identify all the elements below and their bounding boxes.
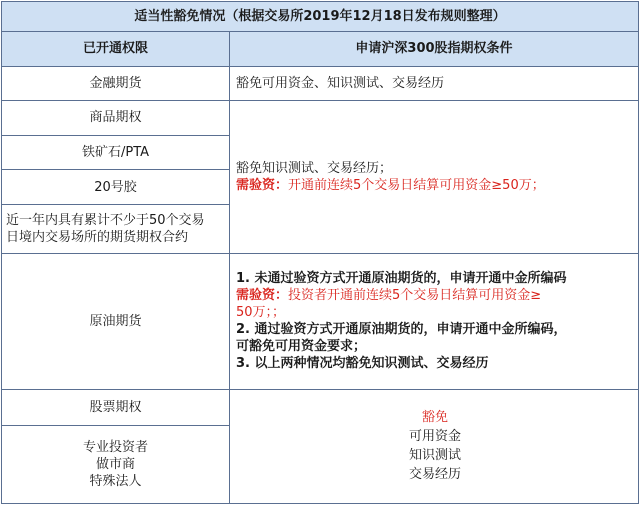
crude-item1-verify [236, 287, 634, 304]
condition-financial-futures: 豁免可用资金、知识测试、交易经历 [230, 67, 639, 101]
row-label-commodity-options: 商品期权 [2, 100, 230, 135]
exempt-line2: 知识测试 [408, 448, 461, 464]
row-label-professional [2, 426, 230, 504]
crude-item2b: 可豁免可用资金要求； [236, 339, 367, 355]
row-label-iron-ore-pta: 铁矿石/PTA [2, 135, 230, 170]
eligibility-table [1, 1, 639, 504]
past-year-line1: 近一年内具有累计不少于50个交易 [6, 212, 205, 228]
header-opened-permissions: 已开通权限 [2, 31, 230, 67]
condition-group-line1: 豁免知识测试、交易经历； [236, 160, 393, 176]
condition-exempt-block [230, 389, 639, 503]
condition-group-commodity [230, 100, 639, 253]
verify-capital-label: 需验资： [236, 177, 289, 193]
exempt-line1: 可用资金 [408, 429, 461, 445]
row-label-no20-rubber: 20号胶 [2, 170, 230, 205]
row-label-stock-options: 股票期权 [2, 389, 230, 426]
crude-item1-amount: 50万；； [236, 305, 286, 321]
table-row [2, 253, 639, 389]
table-title: 适当性豁免情况（根据交易所2019年12月18日发布规则整理） [2, 2, 639, 32]
exempt-line3: 交易经历 [408, 467, 461, 483]
table-header-row [2, 31, 639, 67]
crude-item2a: 2. 通过验资方式开通原油期货的，申请开通中金所编码， [236, 322, 567, 338]
header-application-conditions: 申请沪深300股指期权条件 [230, 31, 639, 67]
condition-crude-oil [230, 253, 639, 389]
row-label-financial-futures: 金融期货 [2, 67, 230, 101]
row-label-past-year-trades [2, 205, 230, 254]
crude-verify-label: 需验资： [236, 288, 289, 304]
table-row [2, 67, 639, 101]
verify-capital-text: 开通前连续5个交易日结算可用资金≥50万； [288, 177, 545, 193]
crude-item3: 3. 以上两种情况均豁免知识测试、交易经历 [236, 356, 489, 372]
condition-group-line2 [236, 177, 634, 194]
professional-line2: 做市商 [95, 457, 135, 473]
row-label-crude-oil: 原油期货 [2, 253, 230, 389]
professional-line1: 专业投资者 [82, 440, 148, 456]
professional-line3: 特殊法人 [89, 474, 142, 490]
crude-item1: 1. 未通过验资方式开通原油期货的，申请开通中金所编码 [236, 271, 567, 287]
table-title-row [2, 2, 639, 32]
table-row [2, 100, 639, 135]
exempt-block [236, 408, 634, 484]
past-year-line2: 日境内交易场所的期货期权合约 [6, 229, 189, 245]
table-row [2, 389, 639, 426]
crude-verify-text: 投资者开通前连续5个交易日结算可用资金≥ [288, 288, 542, 304]
exempt-head: 豁免 [421, 410, 448, 426]
